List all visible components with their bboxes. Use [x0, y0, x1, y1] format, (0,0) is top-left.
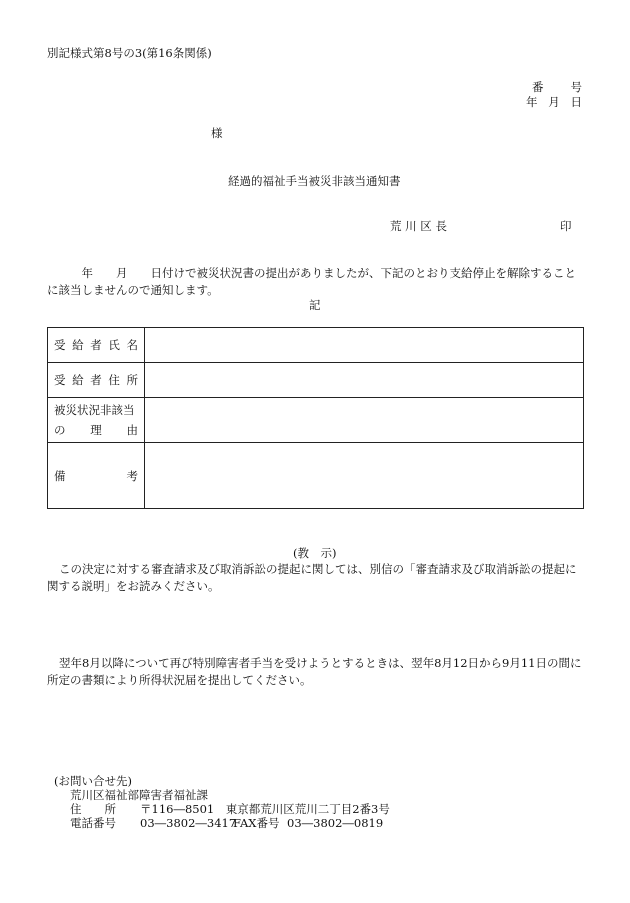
- notice-body: 年 月 日付けで被災状況書の提出がありましたが、下記のとおり支給停止を解除することに該当しませんので通知します。: [47, 266, 576, 297]
- contact-address: 〒116―8501 東京都荒川区荒川二丁目2番3号: [140, 802, 390, 816]
- issuer-name: 荒 川 区 長: [390, 219, 447, 233]
- contact-heading: (お問い合せ先): [54, 774, 132, 788]
- number-line: [532, 82, 582, 94]
- form-reference: 別記様式第8号の3(第16条関係): [47, 46, 212, 60]
- row-label: [48, 443, 145, 509]
- contact-fax-label: FAX番号: [233, 816, 280, 830]
- table-row: [48, 398, 584, 443]
- table-row: [48, 363, 584, 398]
- label-char: 住: [108, 373, 120, 387]
- label-char: 由: [126, 423, 138, 437]
- row-label: [48, 328, 145, 363]
- recipient-table: [47, 327, 584, 509]
- date-char: 月: [548, 95, 560, 109]
- table-row: [48, 443, 584, 509]
- date-line: [526, 97, 582, 109]
- contact-phone: 03―3802―3417: [140, 816, 237, 830]
- label-char: 者: [90, 338, 102, 352]
- label-char: 名: [126, 338, 138, 352]
- document-title: 経過的福祉手当被災非該当通知書: [228, 174, 401, 188]
- label-char: 所: [126, 373, 138, 387]
- label-char: 理: [90, 423, 102, 437]
- instruction-heading: (教 示): [293, 546, 337, 560]
- date-char: 年: [526, 95, 538, 109]
- label-char: 給: [72, 338, 84, 352]
- contact-address-label: 住 所: [70, 802, 116, 816]
- renewal-notice: 翌年8月以降について再び特別障害者手当を受けようとするときは、翌年8月12日から9月11日の間に所定の書類により所得状況届を提出してください。: [47, 656, 582, 687]
- table-row: [48, 328, 584, 363]
- contact-fax: 03―3802―0819: [287, 816, 384, 830]
- label-char: の: [54, 423, 66, 437]
- contact-phone-label: 電話番号: [70, 816, 116, 830]
- row-label: [48, 398, 145, 443]
- label-char: 受: [54, 338, 66, 352]
- ki-mark: 記: [309, 298, 321, 312]
- seal-mark: 印: [560, 219, 572, 233]
- date-char: 日: [570, 95, 582, 109]
- label-char: 給: [72, 373, 84, 387]
- label-char: 者: [90, 373, 102, 387]
- addressee-suffix: 様: [211, 126, 223, 140]
- label-char: 備: [54, 468, 66, 483]
- instruction-text: この決定に対する審査請求及び取消訴訟の提起に関しては、別信の「審査請求及び取消訴訟の提起に関する説明」をお読みください。: [47, 562, 577, 593]
- row-label: [48, 363, 145, 398]
- label-char: 受: [54, 373, 66, 387]
- number-char: 号: [570, 80, 582, 94]
- remarks-cell[interactable]: [145, 443, 584, 509]
- label-char: 考: [126, 468, 138, 483]
- number-char: 番: [532, 80, 544, 94]
- label-line: 被災状況非該当: [54, 403, 135, 417]
- label-char: 氏: [108, 338, 120, 352]
- contact-department: 荒川区福祉部障害者福祉課: [70, 788, 208, 802]
- recipient-name-cell[interactable]: [145, 328, 584, 363]
- reason-cell[interactable]: [145, 398, 584, 443]
- recipient-address-cell[interactable]: [145, 363, 584, 398]
